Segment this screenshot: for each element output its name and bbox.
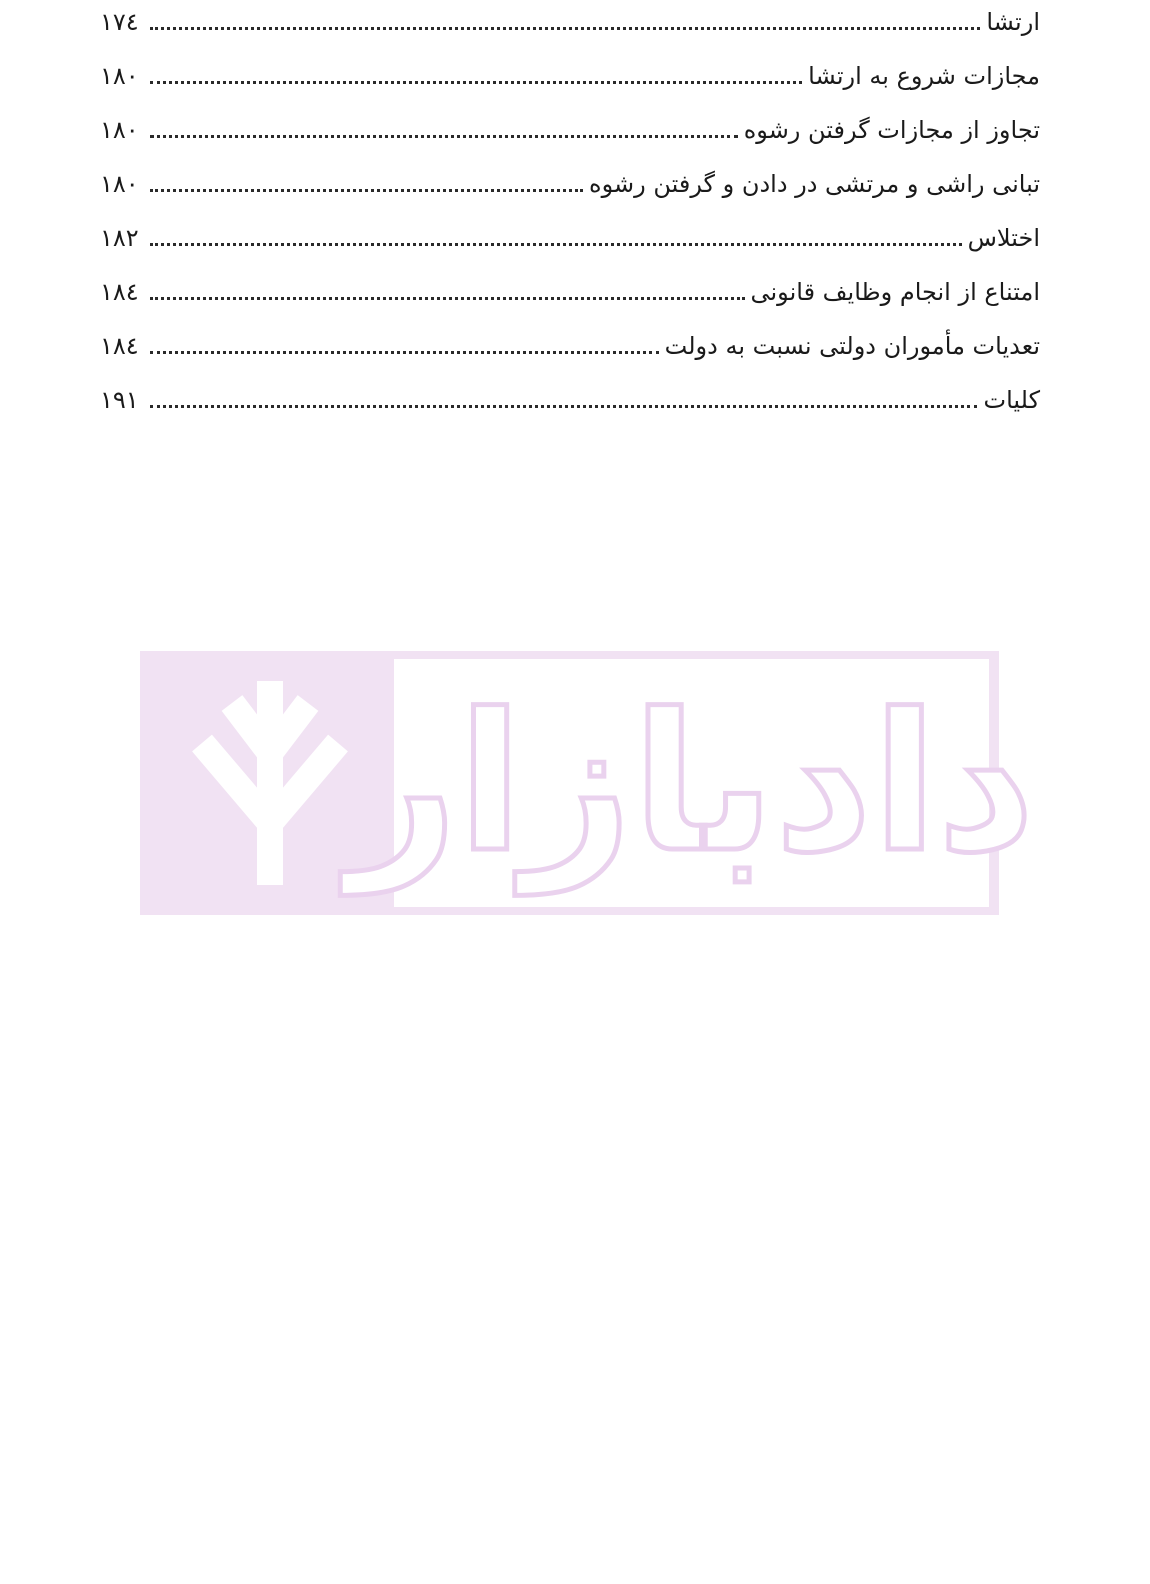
toc-dot-leader xyxy=(150,405,977,408)
toc-dot-leader xyxy=(150,351,659,354)
toc-entry-page: ۱۸٤ xyxy=(100,332,139,360)
toc-entry[interactable] xyxy=(100,272,1040,312)
toc-entry[interactable] xyxy=(100,2,1040,42)
watermark-text: دادبازار xyxy=(348,672,1035,894)
toc-entry-title: امتناع از انجام وظایف قانونی xyxy=(750,278,1040,306)
toc-entry[interactable] xyxy=(100,380,1040,420)
toc-entry[interactable] xyxy=(100,110,1040,150)
toc-entry[interactable] xyxy=(100,164,1040,204)
toc-entry-title: تبانی راشی و مرتشی در دادن و گرفتن رشوه xyxy=(589,170,1040,198)
toc-entry[interactable] xyxy=(100,326,1040,366)
toc-entry-page: ۱۸۲ xyxy=(100,224,139,252)
toc-entry-title: کلیات xyxy=(983,386,1040,414)
toc-dot-leader xyxy=(150,27,980,30)
toc-dot-leader xyxy=(150,243,962,246)
toc-entry[interactable] xyxy=(100,56,1040,96)
toc-entry-page: ۱۸٤ xyxy=(100,278,139,306)
toc-dot-leader xyxy=(150,189,583,192)
toc-entry-page: ۱۸۰ xyxy=(100,62,139,90)
watermark-text-panel xyxy=(348,659,1035,907)
toc-dot-leader xyxy=(150,297,745,300)
watermark-logo xyxy=(140,651,1035,915)
toc-entry-title: تجاوز از مجازات گرفتن رشوه xyxy=(743,116,1040,144)
toc-entry-title: تعدیات مأموران دولتی نسبت به دولت xyxy=(664,332,1040,360)
toc-entry-title: مجازات شروع به ارتشا xyxy=(808,62,1040,90)
toc-entry-page: ۱۹۱ xyxy=(100,386,139,414)
toc-entry-page: ۱۸۰ xyxy=(100,170,139,198)
toc-entry-page: ۱۸۰ xyxy=(100,116,139,144)
trident-tree-icon xyxy=(180,673,360,893)
toc-entry[interactable] xyxy=(100,218,1040,258)
toc-dot-leader xyxy=(150,135,738,138)
toc-entry-title: ارتشا xyxy=(986,8,1040,36)
toc-entry-title: اختلاس xyxy=(967,224,1040,252)
toc-entry-page: ۱۷٤ xyxy=(100,8,139,36)
toc-dot-leader xyxy=(150,81,802,84)
